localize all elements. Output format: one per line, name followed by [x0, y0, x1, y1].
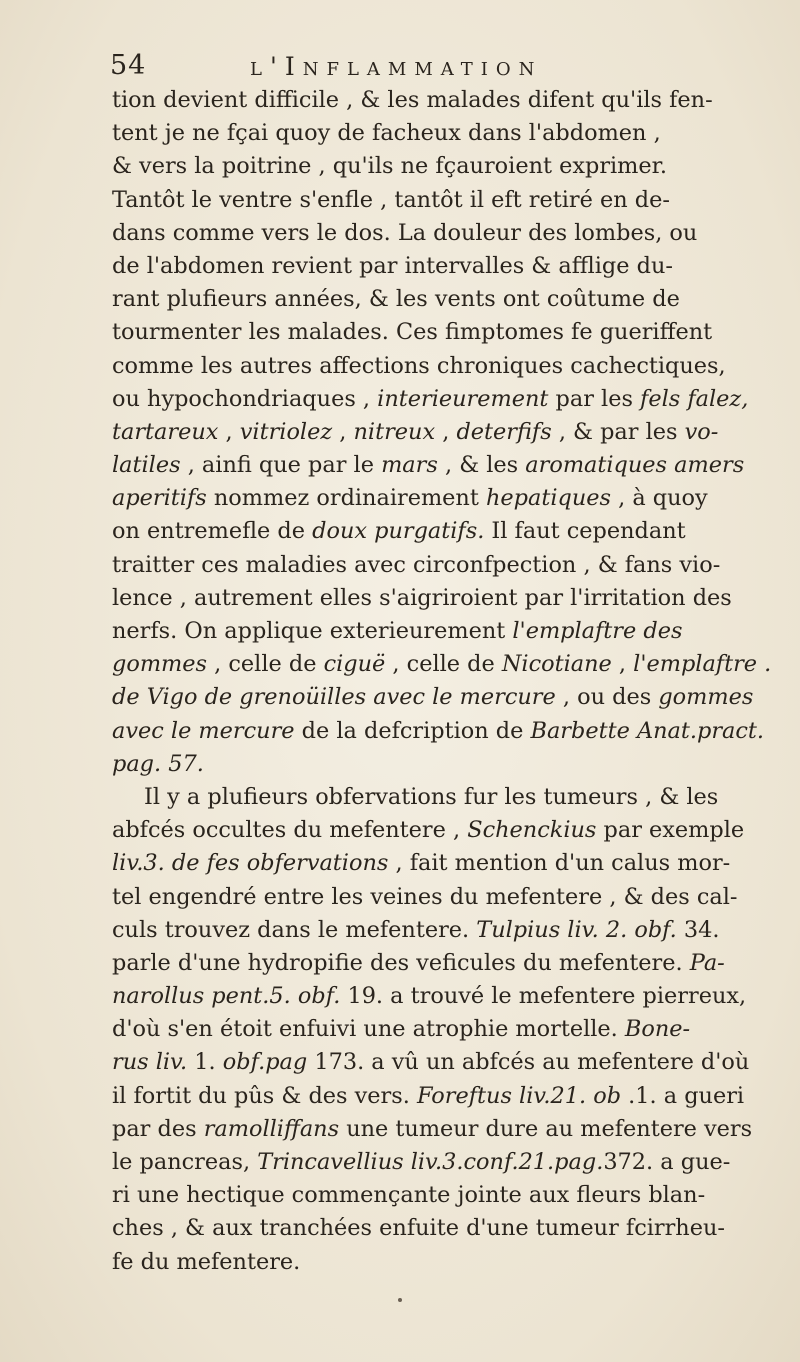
italic-text: vo-	[684, 418, 719, 445]
italic-text: avec le mercure	[112, 717, 295, 744]
line-inner	[112, 1113, 752, 1146]
line-inner	[112, 914, 720, 947]
text-run: , à quoy	[610, 485, 708, 512]
text-run: 372. a gue-	[603, 1149, 731, 1175]
italic-text: fels falez,	[640, 385, 749, 412]
italic-text: narollus pent.5. obf.	[112, 983, 341, 1010]
text-run: parle d'une hydropifie des veficules du mefentere.	[112, 949, 690, 976]
text-line	[112, 350, 772, 383]
text-run: lence , autrement elles s'aigriroient par l'irritation des	[112, 584, 732, 611]
text-run: par des	[112, 1115, 204, 1142]
text-run: dans comme vers le dos. La douleur des lombes, ou	[112, 219, 698, 246]
text-line	[112, 150, 772, 183]
text-run: comme les autres affections chroniques cachectiques,	[112, 352, 726, 379]
line-inner	[112, 980, 746, 1013]
text-line	[112, 482, 772, 515]
line-inner	[112, 1080, 744, 1113]
body-text	[112, 84, 772, 1279]
italic-text: Nicotiane	[501, 651, 612, 678]
text-run: tent je ne fçai quoy de facheux dans l'abdomen ,	[112, 120, 661, 147]
text-run: tourmenter les malades. Ces fimptomes fe gueriffent	[112, 319, 713, 346]
text-line	[112, 1046, 772, 1079]
line-inner	[112, 1013, 690, 1046]
italic-text: Schenckius	[467, 817, 597, 844]
italic-text: aperitifs	[112, 485, 207, 512]
line-inner	[112, 1046, 749, 1079]
italic-text: Trincavellius liv.3.conf.21.pag.	[257, 1149, 604, 1175]
text-line	[112, 117, 772, 150]
line-inner	[112, 582, 732, 615]
line-inner	[112, 814, 744, 847]
line-inner	[112, 1146, 730, 1179]
page-number: 54	[110, 50, 147, 81]
text-run: ,	[218, 418, 240, 445]
text-line	[112, 84, 772, 117]
line-inner	[112, 217, 697, 250]
text-run: , celle de	[385, 651, 502, 678]
italic-text: hepatiques	[485, 485, 611, 512]
text-run: d'où s'en étoit enfuivi une atrophie mortelle.	[112, 1016, 625, 1043]
text-run: ,	[332, 418, 354, 445]
line-inner	[112, 648, 771, 681]
line-inner	[112, 150, 667, 183]
text-run: une tumeur dure au mefentere vers	[339, 1115, 753, 1142]
text-line	[112, 1179, 772, 1212]
line-inner	[112, 350, 726, 383]
text-line	[112, 549, 772, 582]
italic-text: liv.3. de fes obfervations	[112, 850, 389, 877]
text-run: ches , & aux tranchées enfuite d'une tumeur fcirrheu-	[112, 1215, 725, 1242]
text-run: , & les	[437, 452, 526, 479]
text-line	[112, 184, 772, 217]
text-line	[112, 1212, 772, 1245]
line-inner	[112, 383, 748, 416]
text-run: .1. a gueri	[621, 1082, 745, 1109]
line-inner	[112, 615, 682, 648]
line-inner	[112, 881, 737, 914]
text-line	[112, 1113, 772, 1146]
text-line	[112, 316, 772, 349]
italic-text: Bone-	[624, 1016, 691, 1043]
line-inner	[112, 847, 730, 880]
text-run: Il faut cependant	[484, 518, 686, 545]
text-run: 19. a trouvé le mefentere pierreux,	[340, 983, 747, 1010]
line-inner	[112, 250, 673, 283]
text-run: , ainfi que par le	[180, 452, 382, 479]
text-line	[112, 1013, 772, 1046]
text-line	[112, 881, 772, 914]
line-inner	[112, 316, 712, 349]
text-line	[112, 449, 772, 482]
italic-text: Barbette Anat.pract.	[530, 717, 765, 744]
text-line	[112, 283, 772, 316]
running-head: l'Inflammation	[250, 52, 543, 81]
text-run: il fortit du pûs & des vers.	[112, 1082, 417, 1109]
text-line	[112, 847, 772, 880]
text-run: , ou des	[555, 684, 659, 711]
line-inner	[112, 1179, 705, 1212]
italic-text: tartareux	[112, 418, 219, 445]
text-run: , fait mention d'un calus mor-	[388, 850, 731, 877]
italic-text: l'emplaftre .	[633, 651, 772, 678]
text-line	[112, 1246, 772, 1279]
line-inner	[112, 84, 713, 117]
italic-text: ramolliffans	[203, 1115, 340, 1142]
line-inner	[112, 681, 753, 714]
text-run: ou hypochondriaques ,	[112, 385, 378, 412]
italic-text: latiles	[112, 452, 181, 479]
text-run: rant plufieurs années, & les vents ont coûtume de	[112, 286, 680, 313]
text-run: tel engendré entre les veines du mefentere , & des cal-	[112, 883, 738, 910]
text-line	[112, 648, 772, 681]
text-run: de l'abdomen revient par intervalles & afflige du-	[112, 252, 673, 279]
text-run: nerfs. On applique exterieurement	[112, 618, 513, 644]
italic-text: deterfifs	[456, 418, 552, 445]
text-line	[112, 383, 772, 416]
text-line	[112, 748, 772, 781]
text-line	[112, 980, 772, 1013]
text-run: on entremefle de	[112, 518, 313, 545]
text-run: fe du mefentere.	[112, 1248, 301, 1275]
italic-text: ciguë	[323, 651, 386, 678]
text-run: de la defcription de	[294, 717, 531, 744]
line-inner	[144, 781, 718, 814]
line-inner	[112, 416, 718, 449]
italic-text: l'emplaftre des	[512, 618, 683, 644]
text-line	[112, 250, 772, 283]
ink-speck	[398, 1298, 402, 1302]
text-line	[112, 814, 772, 847]
line-inner	[112, 947, 725, 980]
italic-text: vitriolez	[239, 418, 333, 445]
text-run: culs trouvez dans le mefentere.	[112, 916, 477, 943]
text-run: par exemple	[596, 817, 745, 844]
line-inner	[112, 515, 686, 548]
line-inner	[112, 449, 744, 482]
text-run: Tantôt le ventre s'enfle , tantôt il eft retiré en de-	[112, 186, 670, 213]
text-run: ri une hectique commençante jointe aux fleurs blan-	[112, 1182, 706, 1209]
italic-text: gommes	[658, 684, 754, 711]
text-run: tion devient difficile , & les malades difent qu'ils fen-	[112, 87, 713, 113]
text-line	[112, 781, 772, 814]
text-line	[112, 1080, 772, 1113]
text-run: 34.	[676, 916, 720, 943]
italic-text: Tulpius liv. 2. obf.	[476, 916, 677, 943]
text-line	[112, 515, 772, 548]
line-inner	[112, 184, 670, 217]
text-run: , & par les	[551, 418, 685, 445]
text-line	[112, 681, 772, 714]
italic-text: mars	[381, 452, 438, 479]
text-run: , celle de	[207, 651, 324, 678]
italic-text: obf.pag	[222, 1049, 308, 1076]
text-line	[112, 914, 772, 947]
text-line	[112, 615, 772, 648]
text-run: abfcés occultes du mefentere ,	[112, 817, 468, 844]
line-inner	[112, 715, 764, 748]
italic-text: doux purgatifs.	[312, 518, 485, 545]
text-run: ,	[435, 418, 457, 445]
italic-text: pag. 57.	[112, 750, 204, 777]
line-inner	[112, 748, 204, 781]
line-inner	[112, 283, 680, 316]
text-run: 173. a vû un abfcés au mefentere d'où	[307, 1049, 750, 1076]
text-line	[112, 582, 772, 615]
text-run: & vers la poitrine , qu'ils ne fçauroient exprimer.	[112, 153, 668, 180]
italic-text: de Vigo de grenoüilles avec le mercure	[112, 684, 556, 711]
italic-text: gommes	[112, 651, 208, 678]
text-line	[112, 217, 772, 250]
italic-text: rus liv.	[112, 1049, 188, 1076]
text-run: Il y a plufieurs obfervations fur les tumeurs , & les	[144, 783, 719, 810]
line-inner	[112, 549, 720, 582]
text-run: le pancreas,	[112, 1149, 258, 1175]
text-line	[112, 1146, 772, 1179]
text-line	[112, 947, 772, 980]
text-line	[112, 416, 772, 449]
italic-text: aromatiques amers	[525, 452, 745, 479]
line-inner	[112, 482, 708, 515]
text-run: ,	[611, 651, 634, 678]
italic-text: interieurement	[377, 385, 549, 412]
line-inner	[112, 1246, 300, 1279]
text-run: par les	[548, 385, 641, 412]
text-run: 1.	[187, 1049, 223, 1076]
line-inner	[112, 117, 661, 150]
text-run: traitter ces maladies avec circonfpection , & fans vio-	[112, 551, 721, 578]
line-inner	[112, 1212, 725, 1245]
text-line	[112, 715, 772, 748]
italic-text: nitreux	[353, 418, 436, 445]
italic-text: Pa-	[689, 949, 725, 976]
text-run: nommez ordinairement	[206, 485, 486, 512]
italic-text: Foreftus liv.21. ob	[417, 1082, 622, 1109]
